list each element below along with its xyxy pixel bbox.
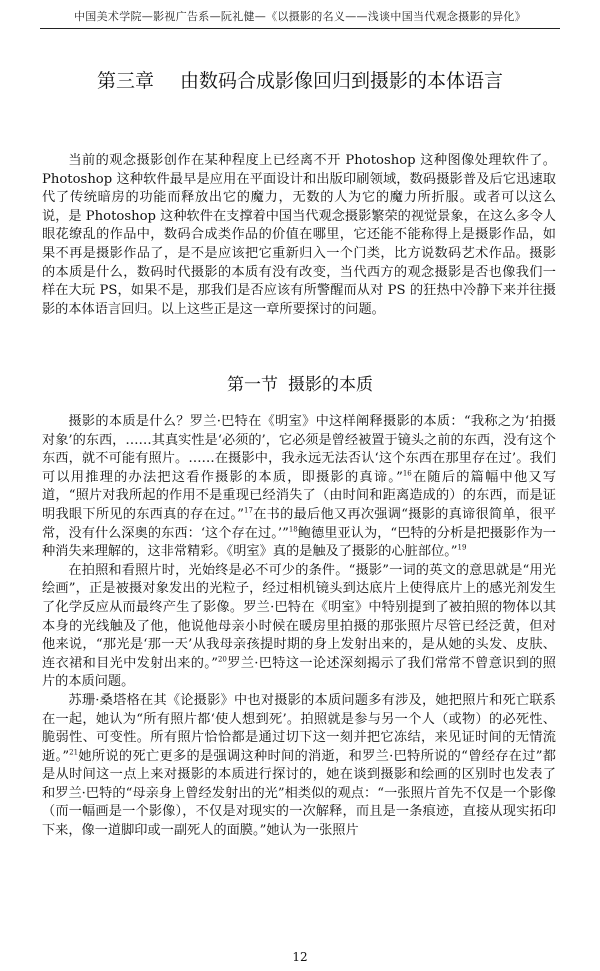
section-heading: 摄影的本质 [288, 375, 373, 395]
chapter-heading: 由数码合成影像回归到摄影的本体语言 [180, 70, 504, 92]
section-body [42, 413, 556, 841]
paragraph-text: 在随后的篇幅中他又写道，“照片对我所起的作用不是重现已经消失了（由时间和距离造成的）的东西，而是证明我眼下所见的东西真的存在过。” [42, 469, 557, 522]
chapter-number: 第三章 [96, 70, 154, 92]
paragraph-text: 罗兰·巴特这一论述深刻揭示了我们常常不曾意识到的照片的本质问题。 [42, 655, 556, 690]
footnote-ref-21: 21 [69, 748, 79, 757]
paragraph-text: 苏珊·桑塔格在其《论摄影》中也对摄影的本质问题多有涉及，她把照片和死亡联系在一起，她认为“所有照片都‘使人想到死’。拍照就是参与另一个人（或物）的必死性、脆弱性、可变性。所有照片恰恰都是通过切下这一刻并把它冻结，来见证时间的无情流逝。” [42, 692, 556, 764]
intro-section [42, 152, 556, 319]
footnote-ref-17: 17 [244, 506, 253, 515]
paragraph-text: 在拍照和看照片时，光始终是必不可少的条件。“摄影”一词的英文的意思就是“用光绘画”，正是被摄对象发出的光粒子，经过相机镜头到达底片上使得底片上的感光剂发生了化学反应从而最终产生了影像。罗兰·巴特在《明室》中特别提到了被拍照的物体以其本身的光线触及了他，他说他母亲小时候在暖房里拍摄的那张照片尽管已经泛黄，但对他来说，“那光是‘那一天’从我母亲孩提时期的身上发射出来的，是从她的头发、皮肤、连衣裙和目光中发射出来的。” [42, 562, 556, 671]
running-header: 中国美术学院—影视广告系—阮礼健—《以摄影的名义——浅谈中国当代观念摄影的异化》 [74, 10, 526, 23]
header-rule [40, 28, 560, 29]
page-number: 12 [292, 950, 308, 964]
paragraph-sontag [42, 692, 556, 841]
section-title [0, 370, 600, 395]
paragraph-light [42, 562, 556, 692]
section-number: 第一节 [227, 375, 278, 395]
footnote-ref-20: 20 [217, 655, 227, 664]
paragraph-text: 在书的最后他又再次强调“摄影的真谛很简单，很平常，没有什么深奥的东西：‘这个存在过。’” [42, 506, 556, 541]
footnote-ref-19: 19 [457, 543, 467, 552]
intro-paragraph: 当前的观念摄影创作在某种程度上已经离不开 Photoshop 这种图像处理软件了。Photoshop 这种软件最早是应用在平面设计和出版印刷领域，数码摄影普及后它迅速取代了传统暗房的功能而释放出它的魔力，无数的人为它的魔力所折服。或者可以这么说，是 Photoshop 这种软件在支撑着中国当代观念摄影繁荣的视觉景象，在这么多令人眼花缭乱的作品中，数码合成类作品的价值在哪里，它还能不能称得上是摄影作品，如果不再是摄影作品了，是不是应该把它重新归入一个门类，比方说数码艺术作品。摄影的本质是什么，数码时代摄影的本质有没有改变，当代西方的观念摄影是否也像我们一样在大玩 PS，如果不是，那我们是否应该有所警醒而从对 PS 的狂热中冷静下来并往摄影的本体语言回归。以上这些正是这一章所要探讨的问题。 [42, 153, 556, 317]
footnote-ref-18: 18 [288, 525, 298, 534]
paragraph-essence [42, 413, 556, 562]
footnote-ref-16: 16 [402, 469, 412, 478]
paragraph-text: 她所说的死亡更多的是强调这种时间的消逝，和罗兰·巴特所说的“曾经存在过”都是从时间这一点上来对摄影的本质进行探讨的，她在谈到摄影和绘画的区别时也发表了和罗兰·巴特的“母亲身上曾经发射出的光”相类似的观点：“一张照片首先不仅是一个影像（而一幅画是一个影像），不仅是对现实的一次解释，而且是一条痕迹，直接从现实拓印下来，像一道脚印或一副死人的面膜。”她认为一张照片 [42, 748, 556, 839]
paragraph-text: 摄影的本质是什么？罗兰·巴特在《明室》中这样阐释摄影的本质：“我称之为‘拍摄对象’的东西，……其真实性是‘必须的’，它必须是曾经被置于镜头之前的东西，没有这个东西，就不可能有照片。……在摄影中，我永远无法否认‘这个东西在那里存在过’。我们可以用推理的办法把这看作摄影的本质，即摄影的真谛。” [42, 414, 556, 485]
paragraph-text: 鲍德里亚认为，“巴特的分析是把摄影作为一种消失来理解的，这非常精彩。《明室》真的是触及了摄影的心脏部位。” [42, 525, 556, 560]
chapter-title [0, 66, 600, 93]
